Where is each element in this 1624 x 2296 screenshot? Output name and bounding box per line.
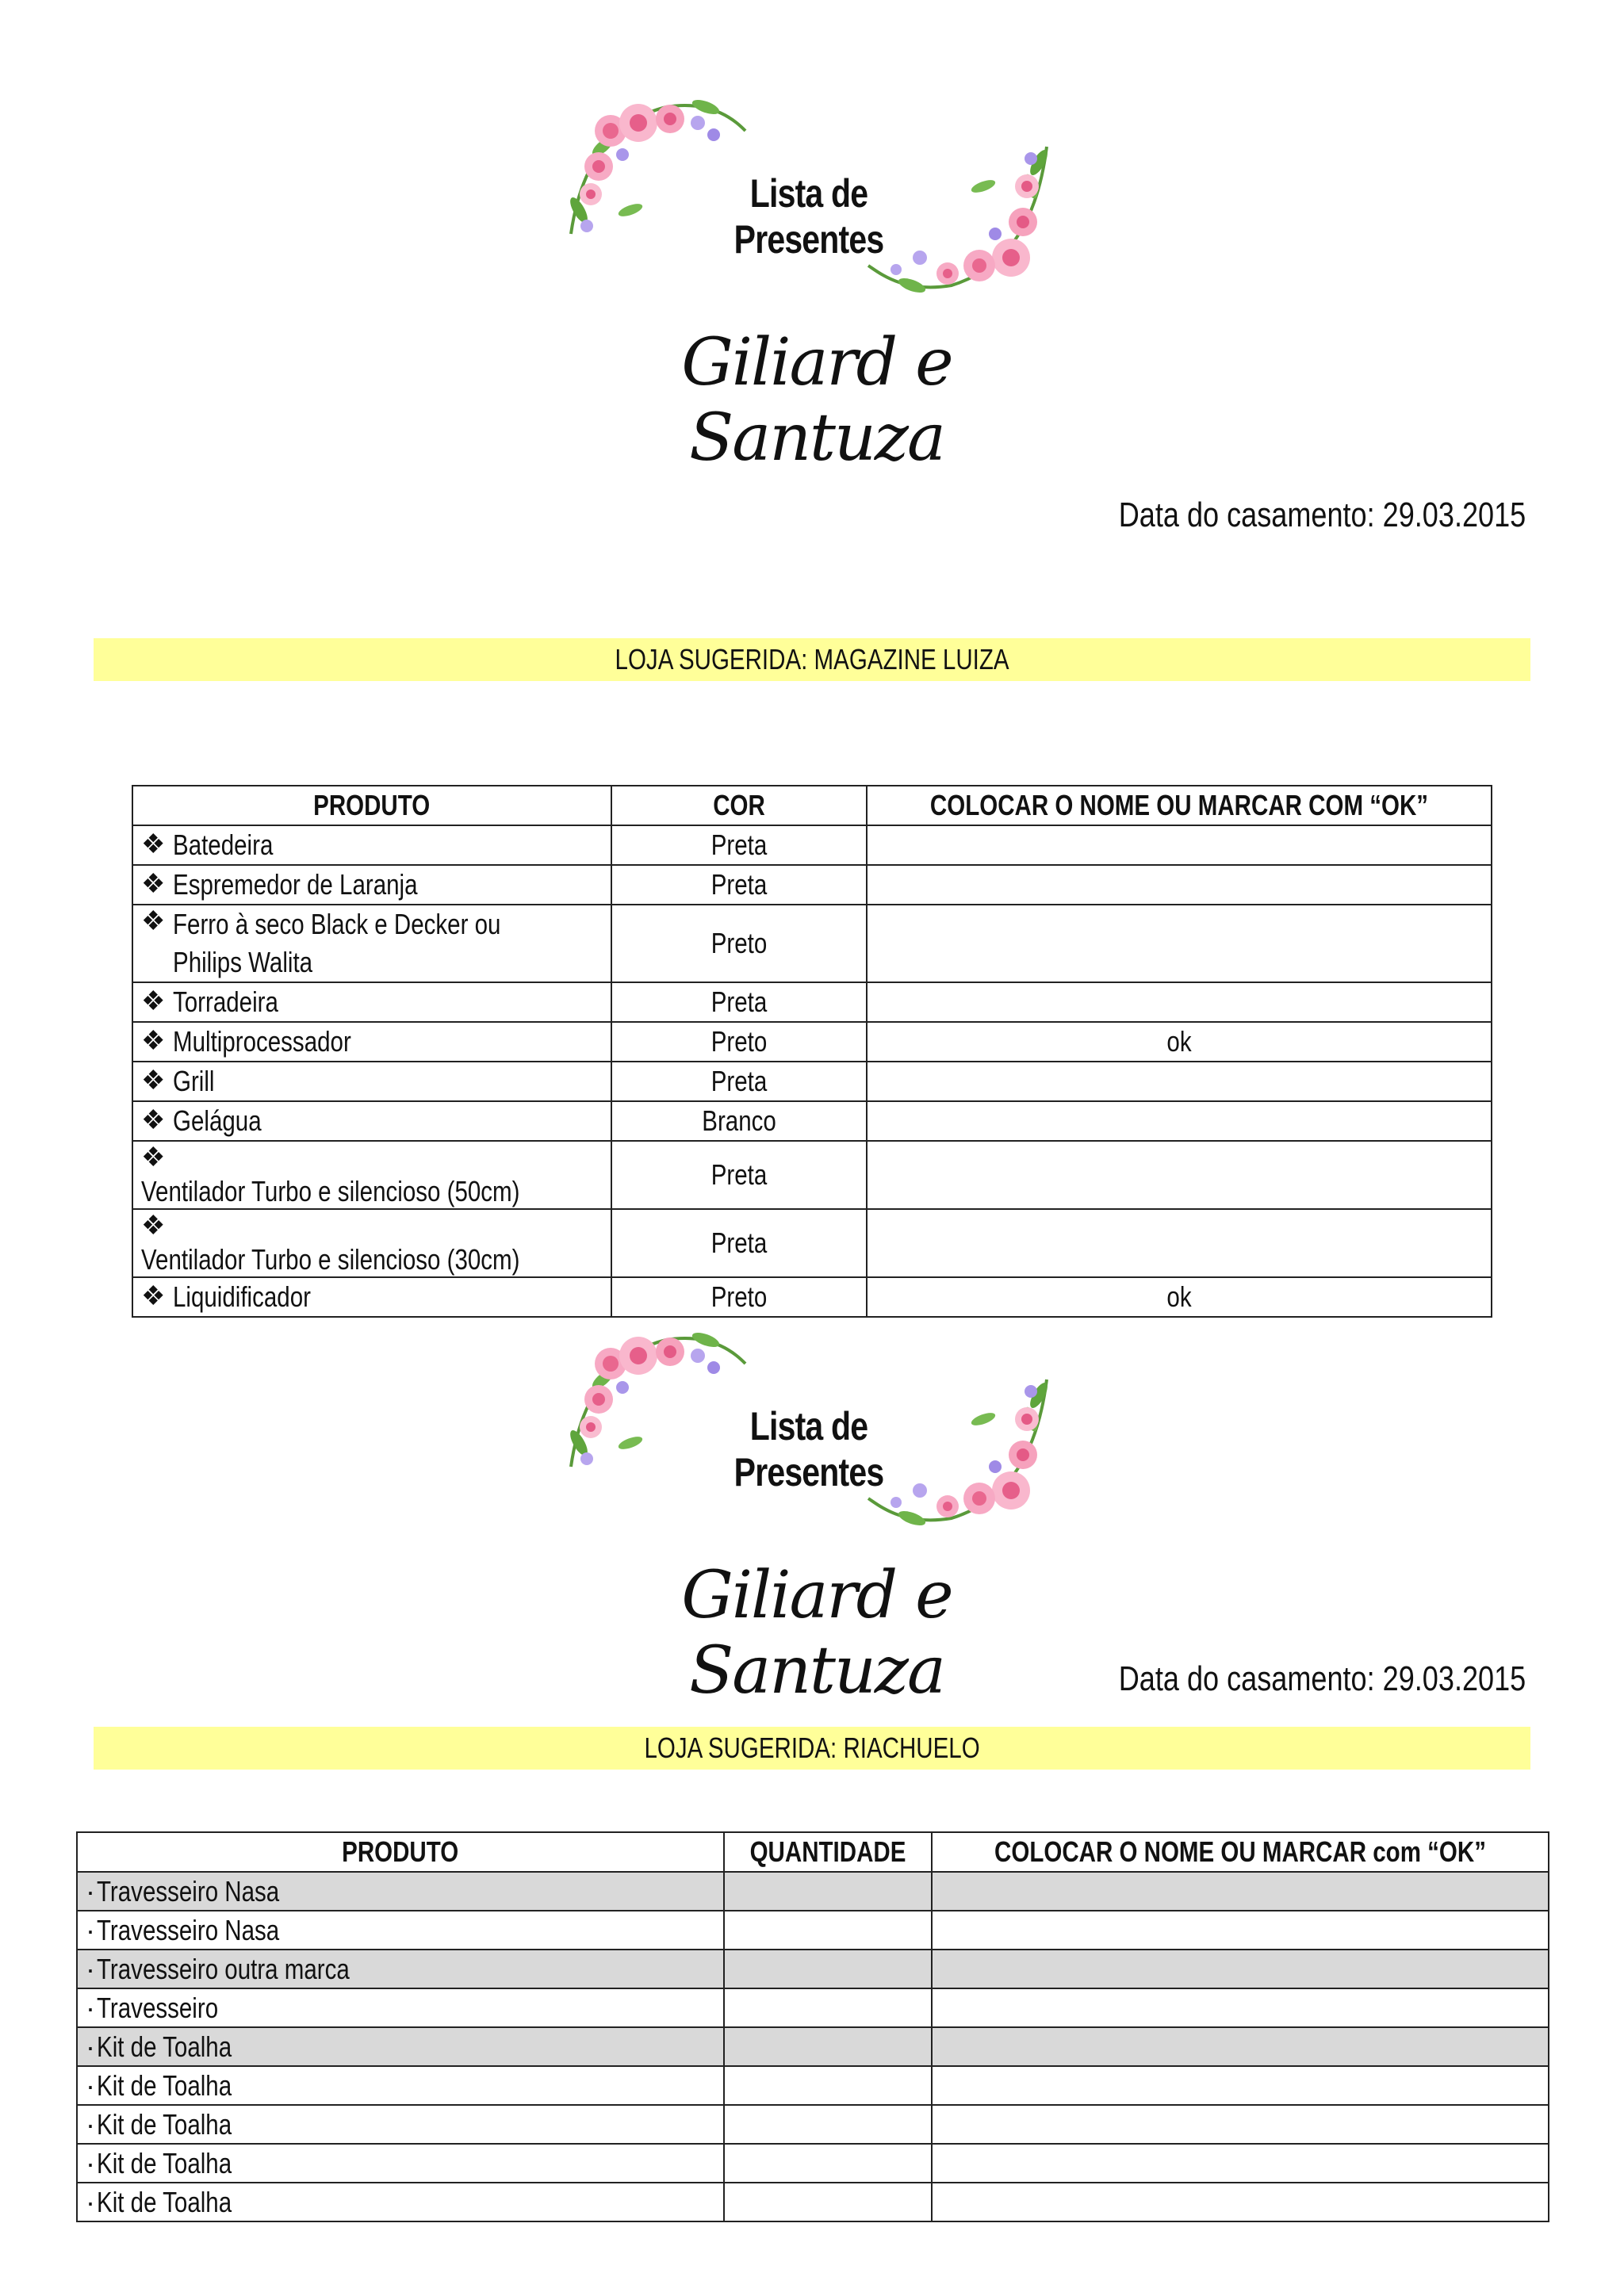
- table-row: [132, 1062, 1492, 1101]
- produto-cell: Ventilador Turbo e silencioso (50cm): [141, 1175, 520, 1207]
- table-row: ·Kit de Toalha: [77, 2183, 1549, 2221]
- couple-names: Giliard e Santuza: [681, 325, 952, 476]
- marcar-cell[interactable]: [932, 1872, 1549, 1911]
- quantidade-cell[interactable]: [724, 1988, 932, 2027]
- cor-cell: Preta: [710, 1226, 768, 1259]
- produto-cell: Kit de Toalha: [97, 2068, 232, 2102]
- table-row: [132, 1101, 1492, 1141]
- suggested-store-banner: [94, 1727, 1530, 1770]
- produto-cell: Grill: [173, 1065, 215, 1097]
- marcar-cell[interactable]: [867, 1062, 1492, 1101]
- suggested-store-label: LOJA SUGERIDA: RIACHUELO: [644, 1732, 980, 1764]
- gift-table-magazine-luiza: [132, 785, 1492, 1318]
- cor-cell: Preto: [710, 1025, 768, 1058]
- marcar-cell[interactable]: [932, 1988, 1549, 2027]
- produto-cell: Ventilador Turbo e silencioso (30cm): [141, 1243, 520, 1276]
- produto-cell-line2: Philips Walita: [173, 946, 313, 978]
- diamond-bullet-icon: ❖: [141, 869, 166, 899]
- marcar-cell[interactable]: [932, 2105, 1549, 2144]
- table-row: [132, 1209, 1492, 1277]
- header-section-2: [555, 1308, 1063, 1546]
- quantidade-cell[interactable]: [724, 2183, 932, 2221]
- marcar-cell[interactable]: [867, 825, 1492, 865]
- produto-cell: Multiprocessador: [173, 1025, 351, 1058]
- cor-cell: Preta: [710, 1065, 768, 1097]
- diamond-bullet-icon: ❖: [141, 1142, 166, 1173]
- table-row: ·Travesseiro: [77, 1988, 1549, 2027]
- wedding-date: Data do casamento: 29.03.2015: [1118, 496, 1526, 534]
- table-row: ·Travesseiro Nasa: [77, 1911, 1549, 1950]
- column-header-produto: PRODUTO: [342, 1835, 459, 1868]
- column-header-marcar: COLOCAR O NOME OU MARCAR com “OK”: [994, 1835, 1486, 1868]
- diamond-bullet-icon: ❖: [141, 986, 166, 1016]
- diamond-bullet-icon: ❖: [141, 1026, 166, 1056]
- marcar-cell[interactable]: [932, 2183, 1549, 2221]
- table-row: [132, 1141, 1492, 1209]
- produto-cell: Ferro à seco Black e Decker ou: [173, 908, 501, 940]
- marcar-cell[interactable]: [932, 2144, 1549, 2183]
- table-row: [132, 865, 1492, 905]
- diamond-bullet-icon: ❖: [141, 829, 166, 859]
- produto-cell: Travesseiro Nasa: [97, 1874, 280, 1908]
- wedding-date: Data do casamento: 29.03.2015: [1118, 1659, 1526, 1698]
- marcar-cell[interactable]: [932, 2066, 1549, 2105]
- quantidade-cell[interactable]: [724, 1911, 932, 1950]
- table-row: ·Travesseiro outra marca: [77, 1950, 1549, 1988]
- cor-cell: Preto: [710, 927, 768, 959]
- table-row: [132, 1022, 1492, 1062]
- marcar-cell[interactable]: [932, 1950, 1549, 1988]
- table-row: ·Kit de Toalha: [77, 2105, 1549, 2144]
- produto-cell: Torradeira: [173, 985, 278, 1018]
- column-header-cor: COR: [713, 789, 765, 821]
- produto-cell: Kit de Toalha: [97, 2185, 232, 2218]
- quantidade-cell[interactable]: [724, 1872, 932, 1911]
- cor-cell: Preta: [710, 828, 768, 861]
- cor-cell: Preta: [710, 1158, 768, 1191]
- marcar-cell[interactable]: [867, 905, 1492, 982]
- table-row: ·Travesseiro Nasa: [77, 1872, 1549, 1911]
- produto-cell: Kit de Toalha: [97, 2030, 232, 2063]
- table-row: [132, 982, 1492, 1022]
- quantidade-cell[interactable]: [724, 2027, 932, 2066]
- produto-cell: Batedeira: [173, 828, 274, 861]
- gift-table-riachuelo: [76, 1831, 1549, 2222]
- produto-cell: Travesseiro: [97, 1991, 219, 2024]
- diamond-bullet-icon: ❖: [141, 906, 166, 936]
- marcar-cell[interactable]: [867, 1101, 1492, 1141]
- produto-cell: Kit de Toalha: [97, 2146, 232, 2179]
- diamond-bullet-icon: ❖: [141, 1066, 166, 1096]
- quantidade-cell[interactable]: [724, 2066, 932, 2105]
- produto-cell: Kit de Toalha: [97, 2107, 232, 2141]
- marcar-cell[interactable]: ok: [867, 1022, 1492, 1062]
- cor-cell: Preto: [710, 1280, 768, 1313]
- marcar-cell[interactable]: [867, 1141, 1492, 1209]
- cor-cell: Preta: [710, 868, 768, 901]
- table-row: [132, 905, 1492, 982]
- quantidade-cell[interactable]: [724, 1950, 932, 1988]
- produto-cell: Espremedor de Laranja: [173, 868, 418, 901]
- suggested-store-label: LOJA SUGERIDA: MAGAZINE LUIZA: [615, 643, 1009, 675]
- marcar-cell[interactable]: ok: [867, 1277, 1492, 1317]
- header-section-1: [555, 75, 1063, 313]
- marcar-cell[interactable]: [867, 982, 1492, 1022]
- marcar-cell[interactable]: [932, 1911, 1549, 1950]
- diamond-bullet-icon: ❖: [141, 1105, 166, 1135]
- table-row: ·Kit de Toalha: [77, 2144, 1549, 2183]
- diamond-bullet-icon: ❖: [141, 1211, 166, 1241]
- table-row: ·Kit de Toalha: [77, 2066, 1549, 2105]
- quantidade-cell[interactable]: [724, 2105, 932, 2144]
- table-header-row: [77, 1832, 1549, 1872]
- list-title: Lista de Presentes: [733, 1404, 884, 1494]
- diamond-bullet-icon: ❖: [141, 1281, 166, 1311]
- column-header-produto: PRODUTO: [313, 789, 431, 821]
- quantidade-cell[interactable]: [724, 2144, 932, 2183]
- produto-cell: Travesseiro outra marca: [97, 1952, 350, 1985]
- cor-cell: Branco: [702, 1104, 776, 1137]
- produto-cell: Gelágua: [173, 1104, 262, 1137]
- list-title: Lista de Presentes: [733, 171, 884, 262]
- marcar-cell[interactable]: [867, 865, 1492, 905]
- marcar-cell[interactable]: [867, 1209, 1492, 1277]
- produto-cell: Travesseiro Nasa: [97, 1913, 280, 1946]
- marcar-cell[interactable]: [932, 2027, 1549, 2066]
- produto-cell: Liquidificador: [173, 1280, 311, 1313]
- suggested-store-banner: [94, 638, 1530, 681]
- table-header-row: [132, 786, 1492, 825]
- column-header-quantidade: QUANTIDADE: [749, 1835, 906, 1868]
- table-row: ·Kit de Toalha: [77, 2027, 1549, 2066]
- couple-names: Giliard e Santuza: [681, 1558, 952, 1709]
- cor-cell: Preta: [710, 985, 768, 1018]
- table-row: [132, 825, 1492, 865]
- column-header-marcar: COLOCAR O NOME OU MARCAR COM “OK”: [929, 789, 1429, 821]
